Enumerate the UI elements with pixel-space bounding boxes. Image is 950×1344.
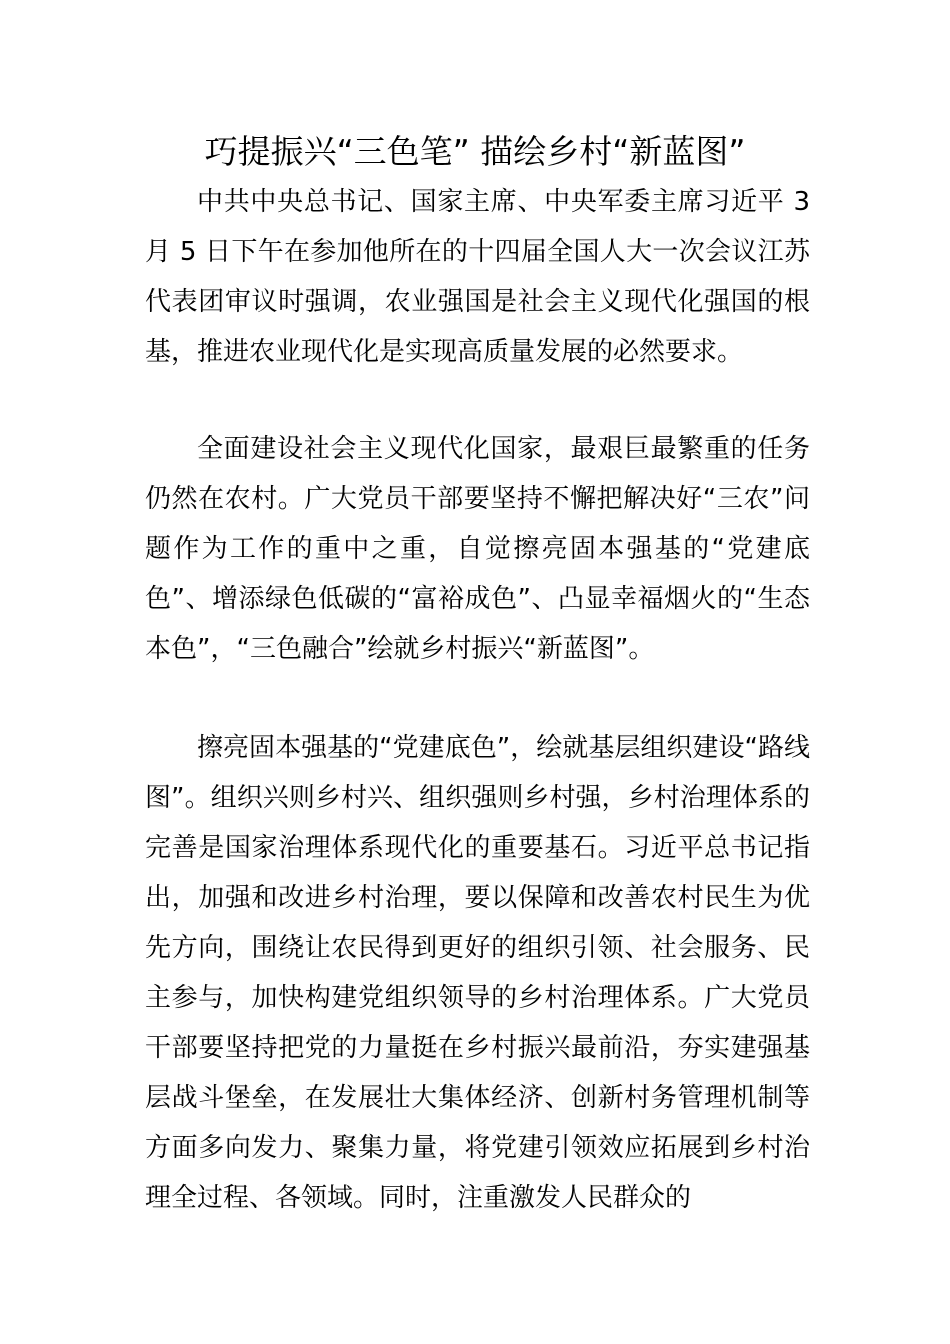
paragraph-1: 中共中央总书记、国家主席、中央军委主席习近平 3 月 5 日下午在参加他所在的十四届全国人大一次会议江苏代表团审议时强调，农业强国是社会主义现代化强国的根基，推进农业现代化是实现高质量发展的必然要求。 — [145, 187, 810, 367]
paragraph-3: 擦亮固本强基的“党建底色”，绘就基层组织建设“路线图”。组织兴则乡村兴、组织强则乡村强，乡村治理体系的完善是国家治理体系现代化的重要基石。习近平总书记指出，加强和改进乡村治理，要以保障和改善农村民生为优先方向，围绕让农民得到更好的组织引领、社会服务、民主参与，加快构建党组织领导的乡村治理体系。广大党员干部要坚持把党的力量挺在乡村振兴最前沿，夯实建强基层战斗堡垒，在发展壮大集体经济、创新村务管理机制等方面多向发力、聚集力量，将党建引领效应拓展到乡村治理全过程、各领域。同时，注重激发人民群众的 — [145, 733, 810, 1213]
paragraph-2: 全面建设社会主义现代化国家，最艰巨最繁重的任务仍然在农村。广大党员干部要坚持不懈把解决好“三农”问题作为工作的重中之重，自觉擦亮固本强基的“党建底色”、增添绿色低碳的“富裕成色”、凸显幸福烟火的“生态本色”，“三色融合”绘就乡村振兴“新蓝图”。 — [145, 434, 810, 664]
document-title: 巧提振兴“三色笔” 描绘乡村“新蓝图” — [204, 132, 746, 171]
